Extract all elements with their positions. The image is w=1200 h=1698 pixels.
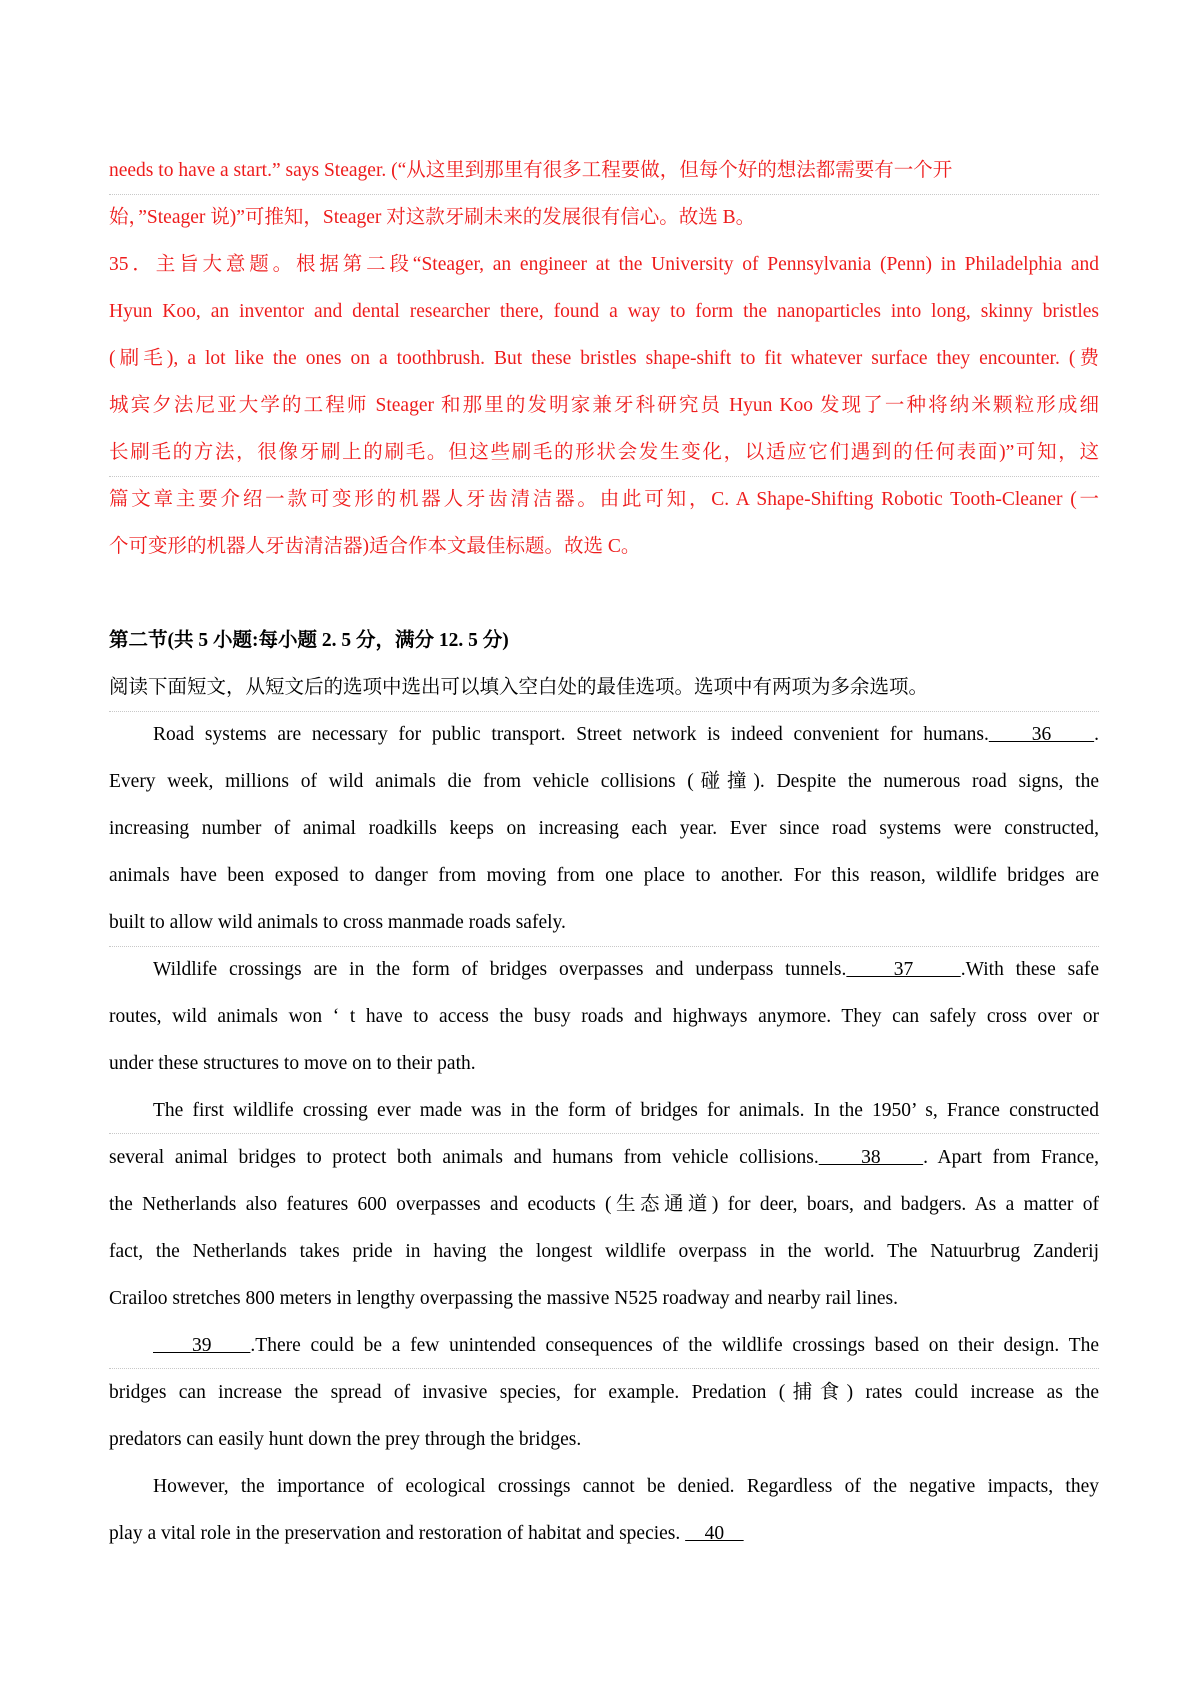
passage-line-16: predators can easily hunt down the prey through the bridges. — [109, 1429, 582, 1450]
blank-36: 36 — [988, 724, 1095, 745]
passage-line-14 — [109, 1322, 1099, 1369]
passage-line-9: The first wildlife crossing ever made was in the form of bridges for animals. In the 1950’ s, France constructed — [109, 1087, 1099, 1134]
blank-40: 40 — [685, 1523, 744, 1544]
explanation-line-1: needs to have a start.” says Steager. (“从这里到那里有很多工程要做，但每个好的想法都需要有一个开 — [109, 147, 1099, 195]
passage-line-7: routes, wild animals won ‘ t have to access the busy roads and highways anymore. They can safely cross over or — [109, 1006, 1099, 1027]
passage-line-5: built to allow wild animals to cross manmade roads safely. — [109, 899, 1099, 947]
passage-line-6 — [109, 946, 1099, 993]
explanation-line-3: 35．主旨大意题。根据第二段“Steager, an engineer at the University of Pennsylvania (Penn) in Philadelphia and — [109, 254, 1099, 275]
passage-line-18 — [109, 1510, 1099, 1557]
blank-37: 37 — [846, 959, 961, 980]
passage-line-2: Every week, millions of wild animals die from vehicle collisions (碰撞). Despite the numerous road signs, the — [109, 771, 1099, 792]
passage-line-17: However, the importance of ecological crossings cannot be denied. Regardless of the negative impacts, they — [153, 1476, 1099, 1497]
section-instruction: 阅读下面短文，从短文后的选项中选出可以填入空白处的最佳选项。选项中有两项为多余选项。 — [109, 664, 1099, 712]
passage-line-10 — [109, 1134, 1099, 1181]
passage-line-3: increasing number of animal roadkills keeps on increasing each year. Ever since road systems were constructed, — [109, 818, 1099, 839]
passage-line-13: Crailoo stretches 800 meters in lengthy overpassing the massive N525 roadway and nearby rail lines. — [109, 1288, 899, 1309]
passage-line-15: bridges can increase the spread of invasive species, for example. Predation (捕食) rates could increase as the — [109, 1382, 1099, 1403]
passage-line-4: animals have been exposed to danger from moving from one place to another. For this reason, wildlife bridges are — [109, 865, 1099, 886]
passage-text: . Apart from France, — [923, 1147, 1099, 1168]
explanation-line-7: 长刷毛的方法，很像牙刷上的刷毛。但这些刷毛的形状会发生变化，以适应它们遇到的任何表面)”可知，这 — [109, 429, 1099, 477]
passage-text: play a vital role in the preservation and restoration of habitat and species. — [109, 1523, 686, 1544]
explanation-line-5: (刷毛), a lot like the ones on a toothbrush. But these bristles shape-shift to fit whatever surface they encounter. (费 — [109, 348, 1099, 369]
passage-text: Wildlife crossings are in the form of bridges overpasses and underpass tunnels. — [153, 959, 847, 980]
explanation-line-9: 个可变形的机器人牙齿清洁器)适合作本文最佳标题。故选 C。 — [109, 536, 641, 557]
passage-line-1 — [109, 711, 1099, 758]
passage-line-11: the Netherlands also features 600 overpasses and ecoducts (生态通道) for deer, boars, and badgers. As a matter of — [109, 1194, 1099, 1215]
passage-line-12: fact, the Netherlands takes pride in having the longest wildlife overpass in the world. The Natuurbrug Zanderij — [109, 1241, 1099, 1262]
passage-text: several animal bridges to protect both animals and humans from vehicle collisions. — [109, 1147, 819, 1168]
passage-text: . — [1094, 724, 1099, 745]
explanation-line-8: 篇文章主要介绍一款可变形的机器人牙齿清洁器。由此可知，C. A Shape-Shifting Robotic Tooth-Cleaner (一 — [109, 489, 1099, 510]
passage-text: .With these safe — [960, 959, 1099, 980]
section-heading: 第二节(共 5 小题:每小题 2. 5 分，满分 12. 5 分) — [109, 630, 509, 651]
explanation-line-6: 城宾夕法尼亚大学的工程师 Steager 和那里的发明家兼牙科研究员 Hyun Koo 发现了一种将纳米颗粒形成细 — [109, 395, 1099, 416]
blank-39: 39 — [153, 1335, 251, 1356]
explanation-line-2: 始，”Steager 说)”可推知，Steager 对这款牙刷未来的发展很有信心。故选 B。 — [109, 207, 756, 228]
passage-line-8: under these structures to move on to their path. — [109, 1053, 476, 1074]
blank-38: 38 — [818, 1147, 924, 1168]
passage-text: Road systems are necessary for public transport. Street network is indeed convenient for humans. — [153, 724, 989, 745]
explanation-line-4: Hyun Koo, an inventor and dental researcher there, found a way to form the nanoparticles into long, skinny bristles — [109, 301, 1099, 322]
passage-text: .There could be a few unintended consequences of the wildlife crossings based on their design. The — [250, 1335, 1099, 1356]
